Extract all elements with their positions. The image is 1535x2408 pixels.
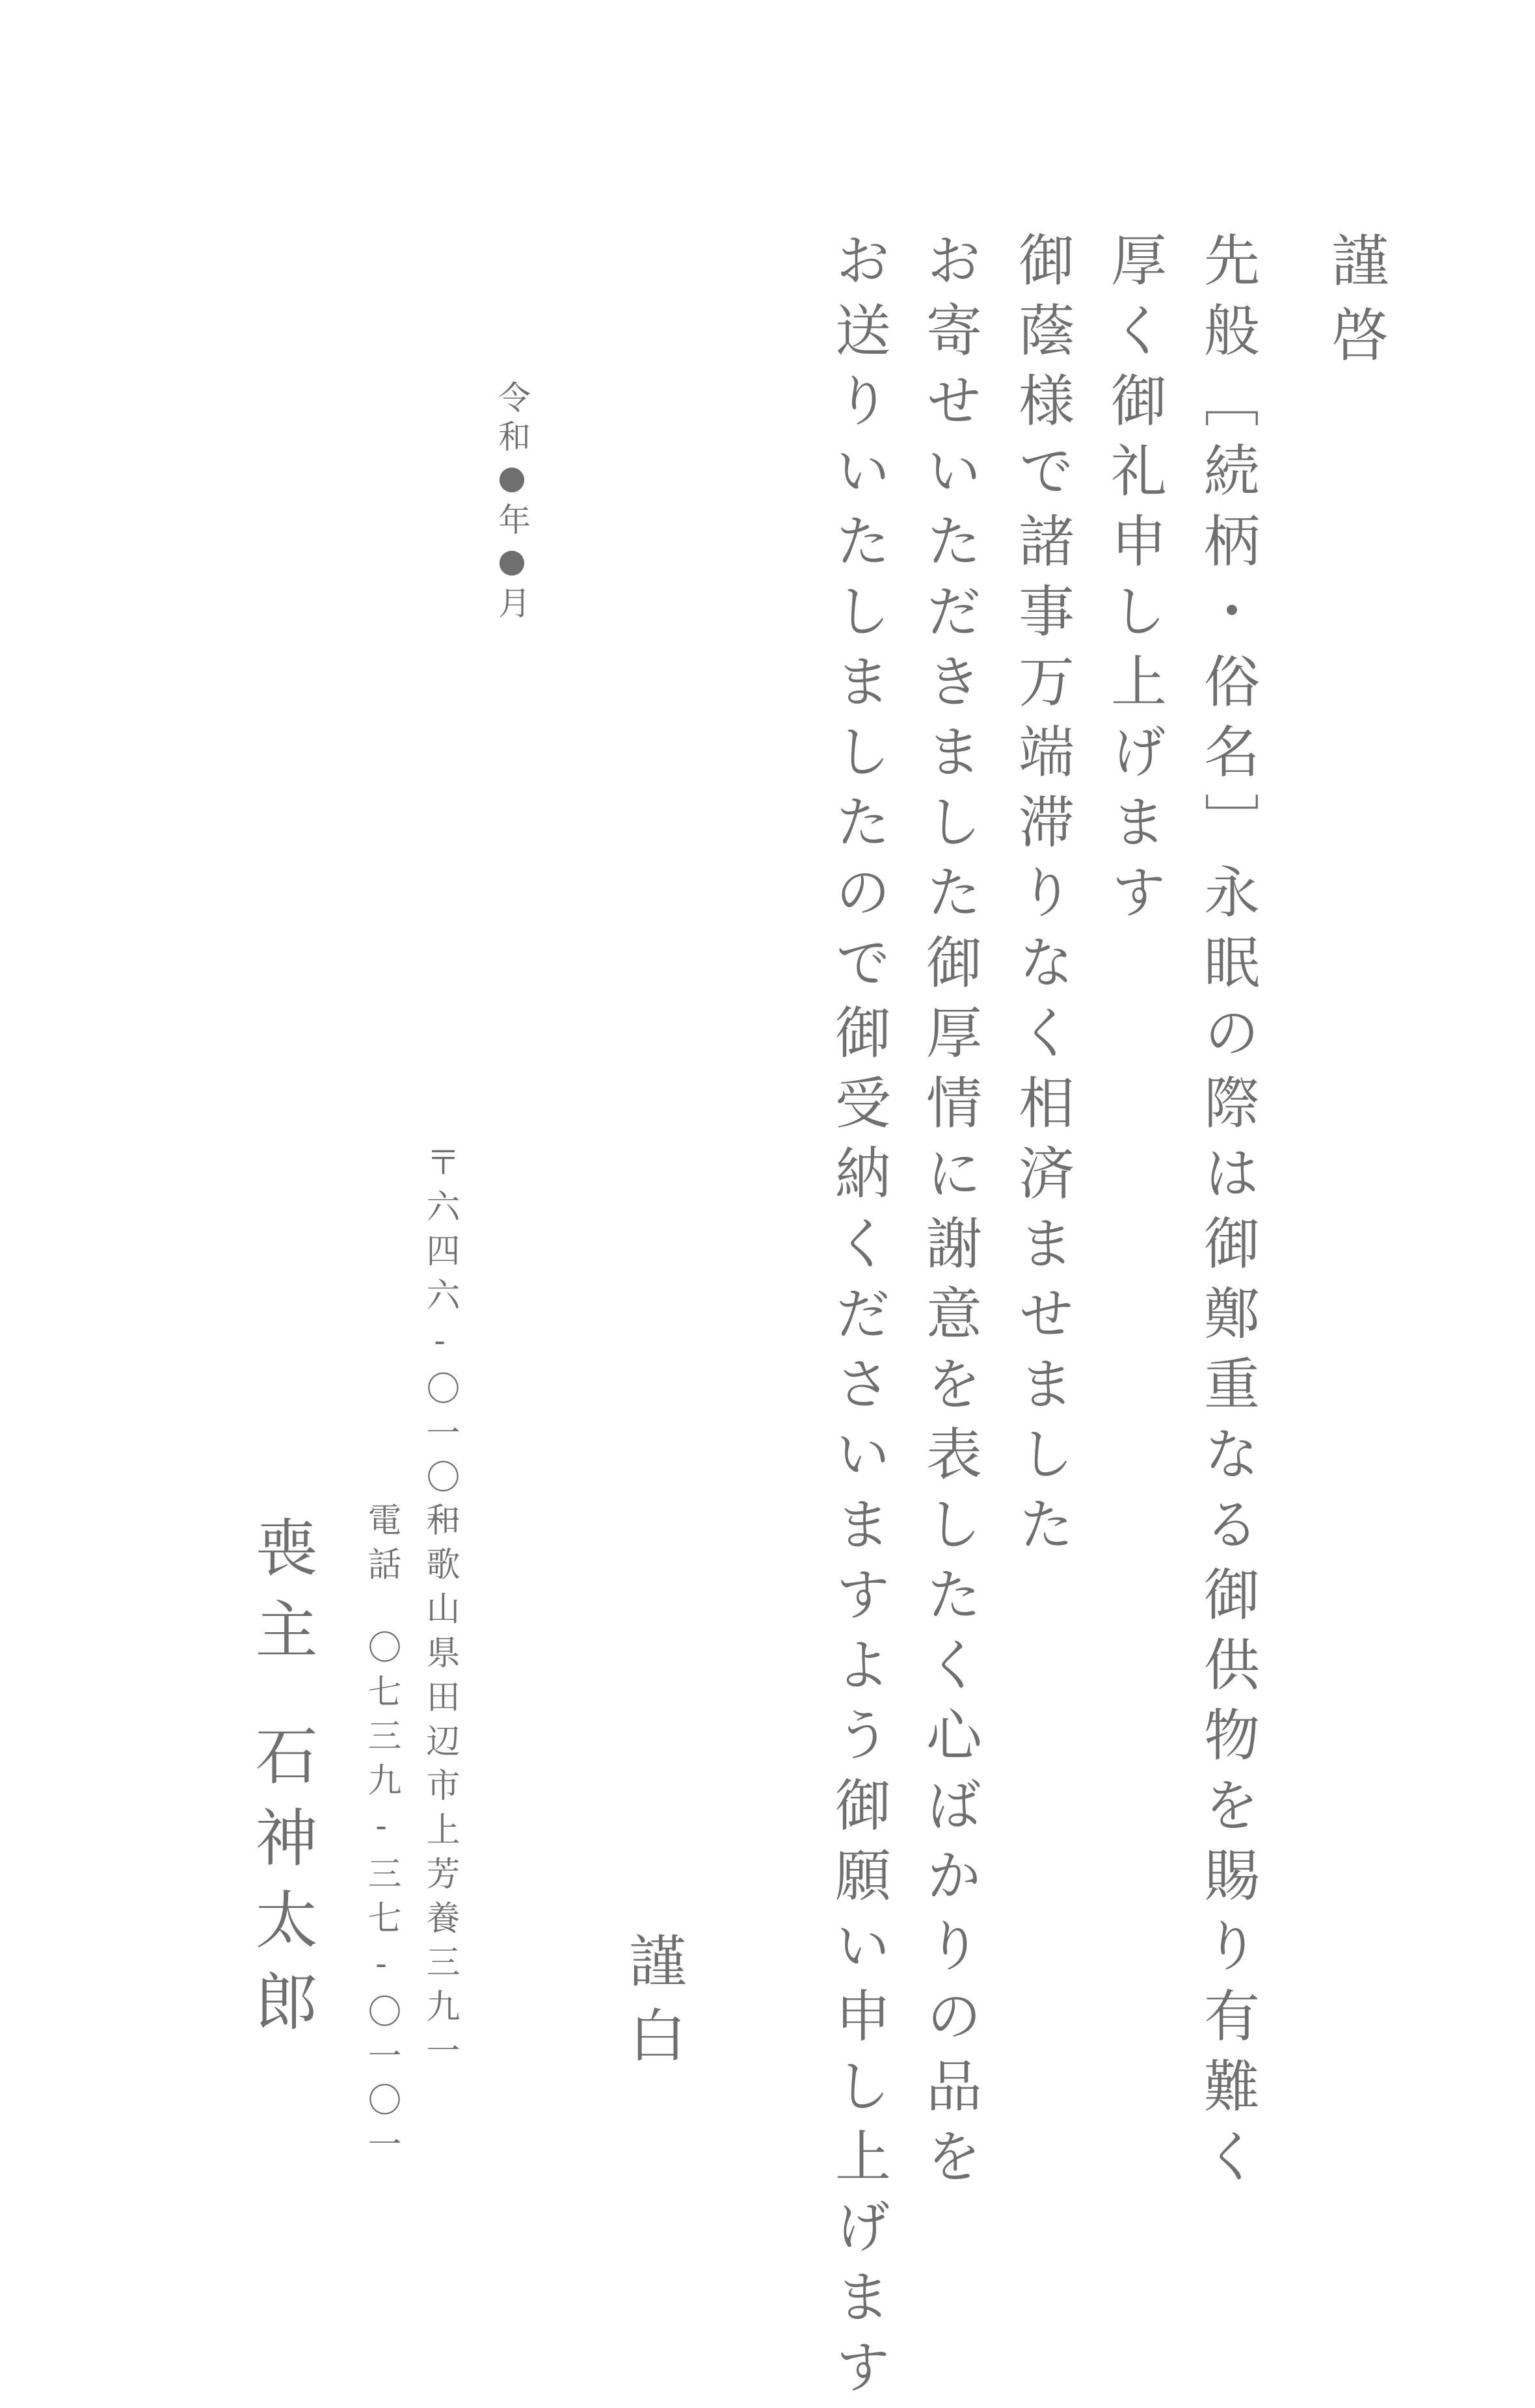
opening-greeting: 謹啓: [1322, 231, 1389, 379]
letter-line-3: 御蔭様で諸事万端滞りなく相済ませました: [1009, 231, 1074, 1565]
phone-number: 〇七三九-三七-〇一〇一: [362, 1630, 401, 2171]
chief-mourner-title: 喪主: [245, 1515, 318, 1679]
letter-line-4: お寄せいただきました御厚情に謝意を表したく心ばかりの品を: [916, 231, 981, 2197]
letter-date: 令和●年●月: [493, 380, 531, 625]
phone-label: 電話: [362, 1502, 401, 1591]
closing-phrase: 謹白: [620, 1931, 687, 2080]
postal-code: 〒六四六-〇一〇一: [420, 1144, 459, 1548]
letter-line-1: 先般［続柄・俗名］永眠の際は御鄭重なる御供物を賜り有難く: [1194, 231, 1259, 2197]
letter-line-2: 厚く御礼申し上げます: [1101, 231, 1166, 933]
sender-name: 石神太郎: [245, 1723, 318, 2051]
sender-address: 和歌山県田辺市上芳養三九一: [420, 1502, 459, 2077]
sender-phone: [362, 1502, 401, 2171]
letter-line-5: お送りいたしましたので御受納くださいますよう御願い申し上げます: [825, 231, 890, 2408]
